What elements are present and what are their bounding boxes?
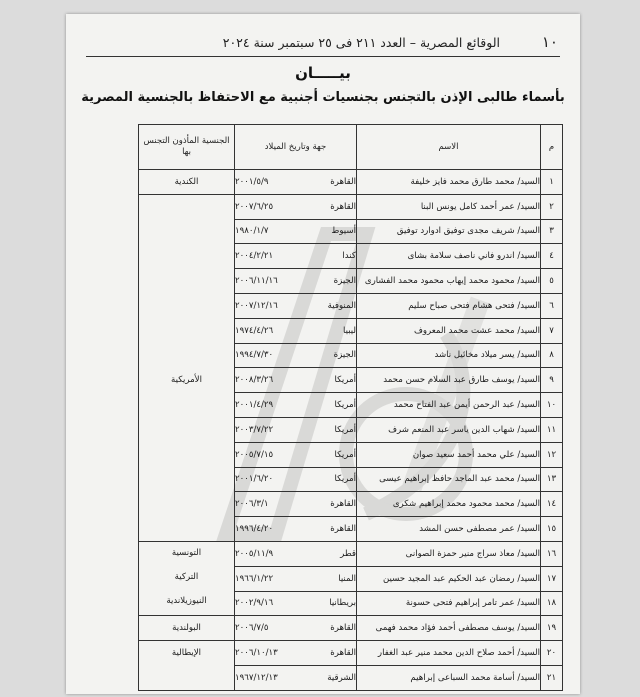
applicant-name: عمر مصطفى حسن المشد xyxy=(419,524,515,535)
birth-place: قطر xyxy=(340,548,356,559)
birth-cell xyxy=(235,170,357,195)
birth-cell xyxy=(235,517,357,542)
honorific: السيد/ xyxy=(517,672,540,683)
applicant-name-cell xyxy=(357,269,541,294)
honorific: السيد/ xyxy=(517,598,540,609)
table-header-row xyxy=(139,125,563,170)
birth-cell xyxy=(235,293,357,318)
honorific: السيد/ xyxy=(517,400,540,411)
table-row xyxy=(139,170,563,195)
honorific: السيد/ xyxy=(517,375,540,386)
honorific: السيد/ xyxy=(517,226,540,237)
applicant-name-cell xyxy=(357,665,541,690)
statement-subtitle-text: بأسماء طالبى الإذن بالتجنس بجنسيات أجنبية مع الاحتفاظ بالجنسية المصرية xyxy=(81,90,565,105)
honorific: السيد/ xyxy=(517,300,540,311)
birth-cell xyxy=(235,219,357,244)
row-number: ٣ xyxy=(541,219,563,244)
birth-place: أمريكا xyxy=(334,424,356,435)
nationality-cell xyxy=(139,541,235,615)
birth-cell xyxy=(235,591,357,616)
birth-date: ٢٠٠٤/٢/٢١ xyxy=(235,251,274,262)
page-header xyxy=(66,28,580,58)
honorific: السيد/ xyxy=(517,573,540,584)
honorific: السيد/ xyxy=(517,176,540,187)
header-name: الاسم xyxy=(357,125,541,170)
applicant-name: يوسف طارق عبد السلام حسن محمد xyxy=(383,375,515,386)
row-number: ٢١ xyxy=(541,665,563,690)
applicant-name: محمود محمد إيهاب محمود محمد الفشارى xyxy=(364,276,515,287)
row-number: ١٢ xyxy=(541,442,563,467)
birth-cell xyxy=(235,368,357,393)
applicant-name: عمر أحمد كامل يونس البنا xyxy=(420,201,515,212)
applicant-name: أحمد صلاح الدين محمد منير عبد الغفار xyxy=(377,648,515,659)
birth-date: ٢٠٠١/٦/٢٠ xyxy=(235,474,274,485)
row-number: ٥ xyxy=(541,269,563,294)
table-row xyxy=(139,541,563,566)
birth-date: ١٩٨٠/١/٧ xyxy=(235,226,269,237)
nationality-american: الأمريكية xyxy=(171,374,202,385)
header-number: م xyxy=(541,125,563,170)
gazette-page xyxy=(66,14,580,694)
nationality-tunisian: التونسية xyxy=(171,547,202,558)
birth-cell xyxy=(235,318,357,343)
birth-place: أمريكا xyxy=(334,400,356,411)
applicant-name-cell xyxy=(357,393,541,418)
table-row xyxy=(139,641,563,666)
page-number: ١٠ xyxy=(541,33,558,51)
birth-cell xyxy=(235,641,357,666)
applicant-name: محمد عشت محمد المعروف xyxy=(413,325,515,336)
row-number: ٦ xyxy=(541,293,563,318)
birth-place: أمريكا xyxy=(334,375,356,386)
row-number: ١ xyxy=(541,170,563,195)
applicant-name: اندرو فاني ناصف سلامة بشاى xyxy=(407,251,515,262)
row-number: ٤ xyxy=(541,244,563,269)
birth-place: الجيزة xyxy=(333,350,356,361)
birth-place: الجيزة xyxy=(333,276,356,287)
birth-place: القاهرة xyxy=(330,524,356,535)
applicant-name-cell xyxy=(357,219,541,244)
applicant-name-cell xyxy=(357,442,541,467)
birth-date: ٢٠٠٧/١٢/١٦ xyxy=(235,300,278,311)
honorific: السيد/ xyxy=(517,548,540,559)
header-birth: جهة وتاريخ الميلاد xyxy=(235,125,357,170)
birth-date: ٢٠٠٦/١١/١٦ xyxy=(235,276,278,287)
birth-date: ٢٠٠٥/١١/٩ xyxy=(235,548,274,559)
nationality-italian: الإيطالية xyxy=(171,648,202,659)
nationality-cell xyxy=(139,194,235,541)
nationality-cell xyxy=(139,170,235,195)
applicant-name: محمد طارق محمد فايز خليفة xyxy=(410,176,515,187)
honorific: السيد/ xyxy=(517,424,540,435)
birth-place: المنوفية xyxy=(327,300,356,311)
honorific: السيد/ xyxy=(517,623,540,634)
applicant-name-cell xyxy=(357,467,541,492)
applicants-table xyxy=(138,124,563,691)
gazette-issue-line: الوقائع المصرية – العدد ٢١١ فى ٢٥ سبتمبر سنة ٢٠٢٤ xyxy=(222,35,500,50)
applicant-name: عبد الرحمن أيمن عبد الفتاح محمد xyxy=(393,400,515,411)
applicant-name: محمد عبد الماجد حافظ إبراهيم عيسى xyxy=(379,474,515,485)
applicant-name: محمد محمود محمد إبراهيم شكرى xyxy=(392,499,515,510)
nationality-turkish: التركية xyxy=(174,571,199,582)
birth-date: ٢٠٠٦/١٠/١٣ xyxy=(235,648,278,659)
row-number: ١٦ xyxy=(541,541,563,566)
honorific: السيد/ xyxy=(517,499,540,510)
statement-title: بيـــــان xyxy=(295,64,351,82)
honorific: السيد/ xyxy=(517,524,540,535)
row-number: ١٧ xyxy=(541,566,563,591)
birth-cell xyxy=(235,194,357,219)
birth-date: ٢٠٠١/٤/٢٩ xyxy=(235,400,274,411)
applicant-name-cell xyxy=(357,244,541,269)
birth-date: ٢٠٠٧/٦/٢٥ xyxy=(235,201,274,212)
applicant-name-cell xyxy=(357,417,541,442)
birth-date: ٢٠٠١/٥/٩ xyxy=(235,176,269,187)
header-rule xyxy=(86,56,560,57)
applicant-name: معاذ سراج منير حمزة الصوانى xyxy=(405,548,515,559)
row-number: ٢ xyxy=(541,194,563,219)
applicant-name-cell xyxy=(357,318,541,343)
applicant-name-cell xyxy=(357,541,541,566)
applicant-name: شريف مجدى توفيق ادوارد توفيق xyxy=(396,226,515,237)
applicant-name-cell xyxy=(357,293,541,318)
birth-place: القاهرة xyxy=(330,499,356,510)
honorific: السيد/ xyxy=(517,201,540,212)
applicant-name-cell xyxy=(357,641,541,666)
nationality-finnish: البولندية xyxy=(172,623,201,634)
birth-cell xyxy=(235,541,357,566)
honorific: السيد/ xyxy=(517,251,540,262)
applicant-name-cell xyxy=(357,616,541,641)
honorific: السيد/ xyxy=(517,325,540,336)
row-number: ١٤ xyxy=(541,492,563,517)
table-row xyxy=(139,616,563,641)
applicant-name: أسامة محمد السباعى إبراهيم xyxy=(410,672,515,683)
row-number: ١٠ xyxy=(541,393,563,418)
row-number: ١٩ xyxy=(541,616,563,641)
applicant-name-cell xyxy=(357,368,541,393)
birth-date: ٢٠٠٦/٣/١ xyxy=(235,499,269,510)
row-number: ١١ xyxy=(541,417,563,442)
nationality-canadian: الكندية xyxy=(174,177,199,187)
birth-date: ٢٠٠٦/٧/٥ xyxy=(235,623,269,634)
birth-place: الشرقية xyxy=(327,672,356,683)
birth-cell xyxy=(235,343,357,368)
honorific: السيد/ xyxy=(517,350,540,361)
nationality-cell xyxy=(139,641,235,691)
table-row xyxy=(139,194,563,219)
birth-place: القاهرة xyxy=(330,176,356,187)
birth-date: ١٩٧٤/٤/٢٦ xyxy=(235,325,274,336)
birth-cell xyxy=(235,566,357,591)
birth-date: ١٩٩٤/٧/٣٠ xyxy=(235,350,274,361)
birth-cell xyxy=(235,616,357,641)
birth-cell xyxy=(235,442,357,467)
applicant-name-cell xyxy=(357,170,541,195)
header-nationality: الجنسية المأذون التجنس بها xyxy=(139,125,235,170)
applicant-name-cell xyxy=(357,517,541,542)
applicant-name-cell xyxy=(357,194,541,219)
applicant-name: يوسف مصطفى أحمد فؤاد محمد فهمى xyxy=(375,623,515,634)
honorific: السيد/ xyxy=(517,474,540,485)
row-number: ١٣ xyxy=(541,467,563,492)
birth-cell xyxy=(235,244,357,269)
birth-place: القاهرة xyxy=(330,623,356,634)
birth-place: القاهرة xyxy=(330,648,356,659)
birth-place: القاهرة xyxy=(330,201,356,212)
birth-cell xyxy=(235,492,357,517)
applicant-name-cell xyxy=(357,492,541,517)
statement-subtitle xyxy=(66,90,580,105)
nationality-new-zealand: النيوزيلاندية xyxy=(166,595,207,606)
applicant-name: يسر ميلاد مخائيل ناشد xyxy=(434,350,515,361)
row-number: ١٥ xyxy=(541,517,563,542)
honorific: السيد/ xyxy=(517,449,540,460)
applicant-name: رمضان عبد الحكيم عبد المجيد حسين xyxy=(382,573,515,584)
nationality-cell xyxy=(139,616,235,641)
birth-cell xyxy=(235,665,357,690)
birth-place: المنيا xyxy=(338,573,356,584)
row-number: ٧ xyxy=(541,318,563,343)
birth-date: ٢٠٠٣/٧/٢٢ xyxy=(235,424,274,435)
birth-cell xyxy=(235,467,357,492)
birth-place: كندا xyxy=(342,251,356,262)
birth-date: ١٩٦٧/١٢/١٣ xyxy=(235,672,278,683)
birth-place: بريطانيا xyxy=(329,598,356,609)
birth-date: ٢٠٠٥/٧/١٥ xyxy=(235,449,274,460)
honorific: السيد/ xyxy=(517,648,540,659)
birth-date: ٢٠٠٨/٣/٢٦ xyxy=(235,375,274,386)
applicant-name: علي محمد أحمد سعيد صوان xyxy=(412,449,515,460)
birth-cell xyxy=(235,393,357,418)
birth-place: ليبيا xyxy=(342,325,356,336)
birth-place: أمريكا xyxy=(334,474,356,485)
honorific: السيد/ xyxy=(517,276,540,287)
applicant-name-cell xyxy=(357,566,541,591)
applicant-name: فتحى هشام فتحى صباح سليم xyxy=(408,300,515,311)
birth-place: أسيوط xyxy=(331,226,356,237)
row-number: ٩ xyxy=(541,368,563,393)
birth-date: ١٩٦٦/١/٢٢ xyxy=(235,573,274,584)
row-number: ١٨ xyxy=(541,591,563,616)
applicant-name-cell xyxy=(357,591,541,616)
applicant-name: شهاب الدين ياسر عبد المنعم شرف xyxy=(388,424,515,435)
birth-cell xyxy=(235,417,357,442)
birth-date: ٢٠٠٢/٩/١٦ xyxy=(235,598,274,609)
row-number: ٢٠ xyxy=(541,641,563,666)
applicant-name-cell xyxy=(357,343,541,368)
birth-place: أمريكا xyxy=(334,449,356,460)
birth-date: ١٩٩٦/٤/٢٠ xyxy=(235,524,274,535)
row-number: ٨ xyxy=(541,343,563,368)
applicant-name: عمر تامر إبراهيم فتحى حسونة xyxy=(405,598,515,609)
birth-cell xyxy=(235,269,357,294)
